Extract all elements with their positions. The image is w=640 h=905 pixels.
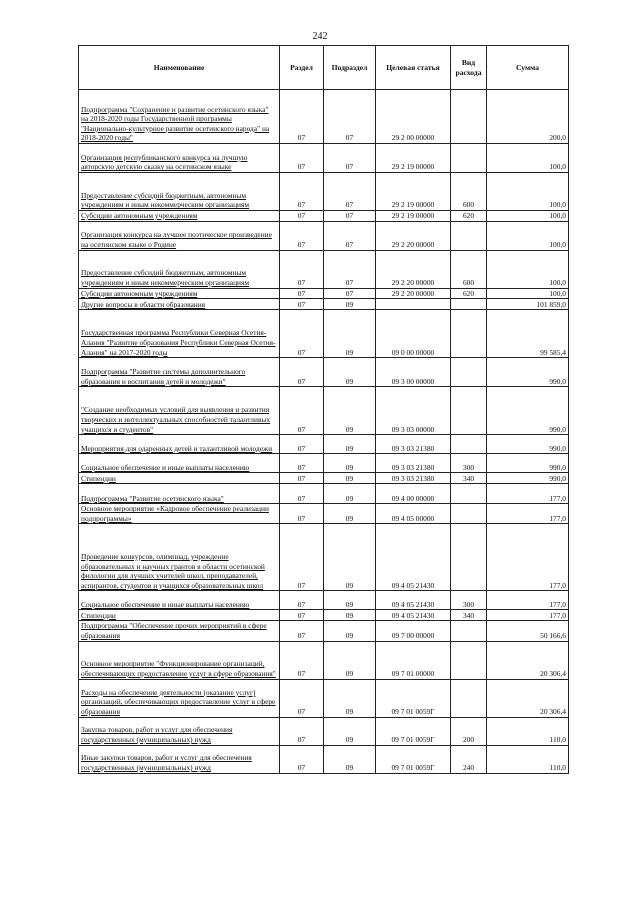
row-vid-cell bbox=[451, 524, 487, 591]
row-summa-cell: 100,0 bbox=[487, 211, 569, 222]
table-row bbox=[79, 484, 569, 504]
header-razdel: Раздел bbox=[280, 46, 324, 90]
row-razdel-cell: 07 bbox=[280, 299, 324, 310]
row-razdel-cell: 07 bbox=[280, 591, 324, 610]
row-name-text: Социальное обеспечение и иные выплаты населению bbox=[81, 599, 250, 609]
row-podrazdel-cell: 07 bbox=[324, 250, 376, 288]
row-podrazdel-cell: 09 bbox=[324, 454, 376, 473]
row-statya-cell: 09 7 00 00000 bbox=[376, 621, 451, 641]
row-summa-cell: 20 306,4 bbox=[487, 641, 569, 679]
row-name-cell bbox=[79, 299, 280, 310]
row-name-cell bbox=[79, 591, 280, 610]
row-summa-cell: 110,0 bbox=[487, 717, 569, 745]
row-razdel-cell: 07 bbox=[280, 504, 324, 524]
row-podrazdel-cell: 09 bbox=[324, 435, 376, 454]
row-vid-cell: 620 bbox=[451, 288, 487, 299]
row-statya-cell: 09 3 03 21380 bbox=[376, 473, 451, 484]
row-name-cell bbox=[79, 144, 280, 173]
row-vid-cell bbox=[451, 299, 487, 310]
table-row bbox=[79, 144, 569, 173]
row-name-text: Иные закупки товаров, работ и услуг для обеспечения государственных (муниципальных) нужд bbox=[81, 753, 252, 772]
row-razdel-cell: 07 bbox=[280, 211, 324, 222]
row-podrazdel-cell: 09 bbox=[324, 717, 376, 745]
row-name-cell bbox=[79, 90, 280, 144]
row-podrazdel-cell: 09 bbox=[324, 504, 376, 524]
row-name-cell bbox=[79, 435, 280, 454]
row-podrazdel-cell: 09 bbox=[324, 299, 376, 310]
row-statya-cell: 29 2 19 00000 bbox=[376, 211, 451, 222]
table-row bbox=[79, 221, 569, 250]
row-razdel-cell: 07 bbox=[280, 358, 324, 387]
row-name-text: Мероприятия для одаренных детей и талантливой молодежи bbox=[81, 443, 273, 453]
table-row bbox=[79, 610, 569, 621]
table-row bbox=[79, 504, 569, 524]
row-statya-cell: 29 2 20 00000 bbox=[376, 250, 451, 288]
row-statya-cell: 09 3 03 21380 bbox=[376, 454, 451, 473]
table-row bbox=[79, 745, 569, 773]
row-summa-cell: 990,0 bbox=[487, 358, 569, 387]
table-row bbox=[79, 435, 569, 454]
row-name-cell bbox=[79, 473, 280, 484]
row-name-text: Другие вопросы в области образования bbox=[81, 299, 206, 309]
row-razdel-cell: 07 bbox=[280, 250, 324, 288]
row-name-cell bbox=[79, 454, 280, 473]
row-podrazdel-cell: 09 bbox=[324, 310, 376, 358]
table-row bbox=[79, 90, 569, 144]
row-razdel-cell: 07 bbox=[280, 679, 324, 717]
table-row bbox=[79, 717, 569, 745]
table-row bbox=[79, 621, 569, 641]
row-name-text: Закупка товаров, работ и услуг для обеспечения государственных (муниципальных) нужд bbox=[81, 725, 233, 744]
header-name: Наименование bbox=[79, 46, 280, 90]
row-razdel-cell: 07 bbox=[280, 621, 324, 641]
row-vid-cell bbox=[451, 484, 487, 504]
table-row bbox=[79, 211, 569, 222]
row-vid-cell: 340 bbox=[451, 473, 487, 484]
row-summa-cell: 50 166,6 bbox=[487, 621, 569, 641]
row-statya-cell: 09 3 03 21380 bbox=[376, 435, 451, 454]
row-name-cell bbox=[79, 310, 280, 358]
row-razdel-cell: 07 bbox=[280, 221, 324, 250]
row-podrazdel-cell: 09 bbox=[324, 621, 376, 641]
table-row bbox=[79, 679, 569, 717]
row-name-text: Расходы на обеспечение деятельности (оказание услуг) организаций, обеспечивающих предоставление услуг в сфере образования bbox=[81, 687, 276, 716]
row-name-cell bbox=[79, 358, 280, 387]
row-summa-cell: 200,0 bbox=[487, 90, 569, 144]
row-name-text: Стипендии bbox=[81, 610, 116, 620]
row-razdel-cell: 07 bbox=[280, 745, 324, 773]
row-summa-cell: 177,0 bbox=[487, 504, 569, 524]
row-statya-cell: 09 7 01 00000 bbox=[376, 641, 451, 679]
row-name-text: Социальное обеспечение и иные выплаты населению bbox=[81, 462, 250, 472]
row-razdel-cell: 07 bbox=[280, 717, 324, 745]
row-summa-cell: 101 859,0 bbox=[487, 299, 569, 310]
row-razdel-cell: 07 bbox=[280, 641, 324, 679]
row-name-text: "Создание необходимых условий для выявления и развития творческих и интеллектуальных способностей талантливых учащихся и студентов" bbox=[81, 405, 271, 434]
table-row bbox=[79, 250, 569, 288]
row-statya-cell: 09 4 05 21430 bbox=[376, 524, 451, 591]
row-name-text: Подпрограмма "Обеспечение прочих мероприятий в сфере образования bbox=[81, 621, 267, 640]
table-row bbox=[79, 358, 569, 387]
row-vid-cell bbox=[451, 358, 487, 387]
table-row bbox=[79, 524, 569, 591]
row-podrazdel-cell: 09 bbox=[324, 591, 376, 610]
row-name-cell bbox=[79, 173, 280, 211]
row-summa-cell: 177,0 bbox=[487, 610, 569, 621]
row-statya-cell: 09 7 01 0059Г bbox=[376, 745, 451, 773]
row-statya-cell bbox=[376, 299, 451, 310]
row-name-cell bbox=[79, 288, 280, 299]
table-row bbox=[79, 591, 569, 610]
row-vid-cell: 240 bbox=[451, 745, 487, 773]
row-vid-cell: 620 bbox=[451, 211, 487, 222]
row-name-text: Подпрограмма "Развитие осетинского языка" bbox=[81, 493, 224, 503]
row-summa-cell: 100,0 bbox=[487, 221, 569, 250]
row-statya-cell: 29 2 19 00000 bbox=[376, 144, 451, 173]
row-name-cell bbox=[79, 221, 280, 250]
row-razdel-cell: 07 bbox=[280, 484, 324, 504]
row-vid-cell bbox=[451, 621, 487, 641]
row-podrazdel-cell: 07 bbox=[324, 144, 376, 173]
row-name-text: Субсидии автономным учреждениям bbox=[81, 211, 198, 220]
row-razdel-cell: 07 bbox=[280, 387, 324, 435]
row-podrazdel-cell: 09 bbox=[324, 641, 376, 679]
table-row bbox=[79, 299, 569, 310]
row-name-text: Организация республиканского конкурса на лучшую авторскую детскую сказку на осетинском языке bbox=[81, 152, 248, 172]
row-summa-cell: 99 585,4 bbox=[487, 310, 569, 358]
table-row bbox=[79, 473, 569, 484]
row-statya-cell: 29 2 19 00000 bbox=[376, 173, 451, 211]
row-name-text: Подпрограмма "Сохранение и развитие осетинского языка" на 2018-2020 годы Государственной программы "Национально-культурное развитие осетинского народа" на 2018-2020 годы" bbox=[81, 104, 270, 143]
row-podrazdel-cell: 09 bbox=[324, 473, 376, 484]
row-razdel-cell: 07 bbox=[280, 473, 324, 484]
header-vid: Вид расхода bbox=[451, 46, 487, 90]
row-podrazdel-cell: 09 bbox=[324, 484, 376, 504]
row-summa-cell: 177,0 bbox=[487, 591, 569, 610]
row-podrazdel-cell: 09 bbox=[324, 358, 376, 387]
row-podrazdel-cell: 09 bbox=[324, 679, 376, 717]
row-statya-cell: 09 3 00 00000 bbox=[376, 358, 451, 387]
row-name-cell bbox=[79, 250, 280, 288]
row-podrazdel-cell: 07 bbox=[324, 221, 376, 250]
row-name-text: Субсидии автономным учреждениям bbox=[81, 288, 198, 298]
row-vid-cell: 600 bbox=[451, 173, 487, 211]
row-vid-cell: 200 bbox=[451, 717, 487, 745]
row-vid-cell bbox=[451, 641, 487, 679]
row-summa-cell: 100,0 bbox=[487, 250, 569, 288]
row-statya-cell: 09 4 00 00000 bbox=[376, 484, 451, 504]
row-name-text: Государственная программа Республики Северная Осетия-Алания "Развитие образования Республики Северная Осетия-Алания" на 2017-2020 годы bbox=[81, 328, 276, 357]
row-vid-cell: 300 bbox=[451, 454, 487, 473]
row-summa-cell: 110,0 bbox=[487, 745, 569, 773]
row-name-cell bbox=[79, 524, 280, 591]
row-podrazdel-cell: 09 bbox=[324, 745, 376, 773]
row-podrazdel-cell: 09 bbox=[324, 610, 376, 621]
row-vid-cell bbox=[451, 90, 487, 144]
row-summa-cell: 990,0 bbox=[487, 387, 569, 435]
row-razdel-cell: 07 bbox=[280, 454, 324, 473]
row-name-cell bbox=[79, 504, 280, 524]
table-row bbox=[79, 173, 569, 211]
row-statya-cell: 09 7 01 0059Г bbox=[376, 679, 451, 717]
header-summa: Сумма bbox=[487, 46, 569, 90]
header-row bbox=[79, 46, 569, 90]
row-vid-cell: 300 bbox=[451, 591, 487, 610]
header-statya: Целевая статья bbox=[376, 46, 451, 90]
row-statya-cell: 09 4 05 21430 bbox=[376, 610, 451, 621]
row-vid-cell bbox=[451, 504, 487, 524]
row-name-cell bbox=[79, 621, 280, 641]
row-summa-cell: 100,0 bbox=[487, 144, 569, 173]
row-summa-cell: 100,0 bbox=[487, 288, 569, 299]
row-name-cell bbox=[79, 641, 280, 679]
table-row bbox=[79, 288, 569, 299]
row-name-text: Проведение конкурсов, олимпиад, учреждение образовательных и научных грантов в области осетинской филологии для лучших учителей школ, преподавателей, аспирантов, студентов и учащихся образовательных школ bbox=[81, 552, 265, 590]
row-razdel-cell: 07 bbox=[280, 310, 324, 358]
row-name-text: Основное мероприятие "Функционирование организаций, обеспечивающих предоставление услуг в сфере образования" bbox=[81, 659, 276, 678]
table-row bbox=[79, 387, 569, 435]
row-name-cell bbox=[79, 717, 280, 745]
row-vid-cell bbox=[451, 144, 487, 173]
row-name-text: Предоставление субсидий бюджетным, автономным учреждениям и иным некоммерческим организациям bbox=[81, 190, 250, 210]
row-podrazdel-cell: 07 bbox=[324, 288, 376, 299]
row-podrazdel-cell: 07 bbox=[324, 173, 376, 211]
row-name-cell bbox=[79, 610, 280, 621]
row-vid-cell bbox=[451, 310, 487, 358]
row-name-cell bbox=[79, 679, 280, 717]
row-razdel-cell: 07 bbox=[280, 524, 324, 591]
row-statya-cell: 29 2 20 00000 bbox=[376, 288, 451, 299]
row-name-cell bbox=[79, 484, 280, 504]
row-summa-cell: 177,0 bbox=[487, 484, 569, 504]
table-row bbox=[79, 310, 569, 358]
row-razdel-cell: 07 bbox=[280, 610, 324, 621]
row-statya-cell: 29 2 00 00000 bbox=[376, 90, 451, 144]
row-vid-cell: 600 bbox=[451, 250, 487, 288]
row-razdel-cell: 07 bbox=[280, 288, 324, 299]
table-row bbox=[79, 454, 569, 473]
row-razdel-cell: 07 bbox=[280, 144, 324, 173]
row-name-text: Стипендии bbox=[81, 473, 116, 483]
row-summa-cell: 990,0 bbox=[487, 435, 569, 454]
row-summa-cell: 20 306,4 bbox=[487, 679, 569, 717]
row-vid-cell bbox=[451, 387, 487, 435]
row-name-text: Организация конкурса на лучшее поэтическое произведение на осетинском языке о Родине bbox=[81, 230, 272, 249]
row-summa-cell: 990,0 bbox=[487, 454, 569, 473]
row-statya-cell: 09 4 05 00000 bbox=[376, 504, 451, 524]
row-summa-cell: 990,0 bbox=[487, 473, 569, 484]
row-summa-cell: 100,0 bbox=[487, 173, 569, 211]
row-name-cell bbox=[79, 211, 280, 222]
row-name-text: Предоставление субсидий бюджетным, автономным учреждениям и иным некоммерческим организациям bbox=[81, 268, 250, 287]
row-statya-cell: 09 0 00 00000 bbox=[376, 310, 451, 358]
row-razdel-cell: 07 bbox=[280, 435, 324, 454]
row-razdel-cell: 07 bbox=[280, 90, 324, 144]
table-row bbox=[79, 641, 569, 679]
budget-table bbox=[78, 45, 569, 774]
page-number: 242 bbox=[312, 31, 328, 42]
row-vid-cell bbox=[451, 679, 487, 717]
row-podrazdel-cell: 09 bbox=[324, 387, 376, 435]
row-podrazdel-cell: 09 bbox=[324, 524, 376, 591]
row-podrazdel-cell: 07 bbox=[324, 211, 376, 222]
row-statya-cell: 09 4 05 21430 bbox=[376, 591, 451, 610]
row-statya-cell: 09 3 03 00000 bbox=[376, 387, 451, 435]
row-name-text: Подпрограмма "Развитие системы дополнительного образования и воспитания детей и молодежи" bbox=[81, 367, 246, 386]
row-vid-cell: 340 bbox=[451, 610, 487, 621]
row-summa-cell: 177,0 bbox=[487, 524, 569, 591]
row-razdel-cell: 07 bbox=[280, 173, 324, 211]
row-vid-cell bbox=[451, 435, 487, 454]
row-name-cell bbox=[79, 745, 280, 773]
row-statya-cell: 29 2 20 00000 bbox=[376, 221, 451, 250]
row-statya-cell: 09 7 01 0059Г bbox=[376, 717, 451, 745]
row-vid-cell bbox=[451, 221, 487, 250]
header-podrazdel: Подраздел bbox=[324, 46, 376, 90]
row-name-text: Основное мероприятие «Кадровое обеспечение реализации подпрограммы» bbox=[81, 504, 269, 523]
row-name-cell bbox=[79, 387, 280, 435]
row-podrazdel-cell: 07 bbox=[324, 90, 376, 144]
